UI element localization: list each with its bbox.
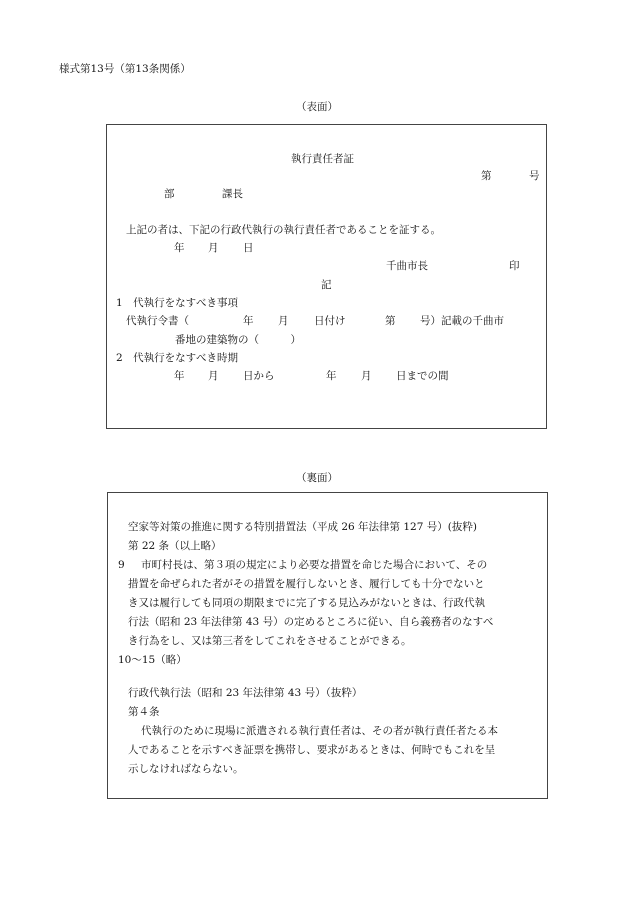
dept-bu: 部 xyxy=(164,188,175,200)
dept-kacho: 課長 xyxy=(222,188,243,200)
item1-line2: 番地の建築物の（ ） xyxy=(175,334,301,346)
certificate-title: 執行責任者証 xyxy=(291,153,354,165)
number-suffix: 号 xyxy=(529,170,540,182)
issue-year: 年 xyxy=(174,242,185,254)
front-side-label: （表面） xyxy=(296,101,338,113)
law1-para-line-5: き行為をし、又は第三者をしてこれをさせることができる。 xyxy=(128,635,412,647)
ki-heading: 記 xyxy=(321,279,332,291)
mayor-title: 千曲市長 xyxy=(386,260,428,272)
law1-title: 空家等対策の推進に関する特別措置法（平成 26 年法律第 127 号）(抜粋) xyxy=(128,521,477,533)
law2-line-2: 人であることを示すべき証票を携帯し、要求があるときは、何時でもこれを呈 xyxy=(128,744,496,756)
certificate-back-box xyxy=(107,492,548,799)
back-side-label: （裏面） xyxy=(296,472,338,484)
issue-day: 日 xyxy=(243,242,254,254)
law1-para-line-4: 行法（昭和 23 年法律第 43 号）の定めるところに従い、自ら義務者のなすべ xyxy=(128,616,494,628)
law1-article: 第 22 条（以上略） xyxy=(128,540,222,552)
law1-para-line-2: 措置を命ぜられた者がその措置を履行しないとき、履行しても十分でないと xyxy=(128,578,485,590)
item1-line1-year: 年 xyxy=(243,315,254,327)
law2-article: 第４条 xyxy=(128,706,160,718)
law2-line-1: 代執行のために現場に派遣される執行責任者は、その者が執行責任者たる本 xyxy=(141,725,498,737)
law1-para-line-1: 市町村長は、第３項の規定により必要な措置を命じた場合において、その xyxy=(141,559,488,571)
item2-from: 日から xyxy=(243,370,275,382)
item1-line1-no: 第 xyxy=(385,315,396,327)
item1-heading: 1 代執行をなすべき事項 xyxy=(116,297,238,309)
item2-until: 日までの間 xyxy=(396,370,449,382)
number-prefix: 第 xyxy=(481,170,492,182)
law2-line-3: 示しなければならない。 xyxy=(128,763,244,775)
item2-month-2: 月 xyxy=(361,370,372,382)
item1-line1-tail: 号）記載の千曲市 xyxy=(420,315,504,327)
item2-year-1: 年 xyxy=(174,370,185,382)
item1-line1-dated: 日付け xyxy=(314,315,346,327)
law1-para-line-3: き又は履行しても同項の期限までに完了する見込みがないときは、行政代執 xyxy=(128,597,485,609)
issue-month: 月 xyxy=(208,242,219,254)
seal-mark: 印 xyxy=(509,260,520,272)
certify-statement: 上記の者は、下記の行政代執行の執行責任者であることを証する。 xyxy=(126,224,441,236)
certificate-front-box xyxy=(106,124,547,429)
item2-year-2: 年 xyxy=(326,370,337,382)
law2-title: 行政代執行法（昭和 23 年法律第 43 号）（抜粋） xyxy=(128,687,363,699)
law1-omitted: 10〜15（略） xyxy=(118,654,187,666)
item2-heading: 2 代執行をなすべき時期 xyxy=(116,352,238,364)
item2-month-1: 月 xyxy=(208,370,219,382)
item1-line1-a: 代執行令書（ xyxy=(126,315,189,327)
item1-line1-month: 月 xyxy=(278,315,289,327)
form-number-label: 様式第13号（第13条関係） xyxy=(59,63,191,75)
law1-paragraph-number: 9 xyxy=(118,559,125,571)
